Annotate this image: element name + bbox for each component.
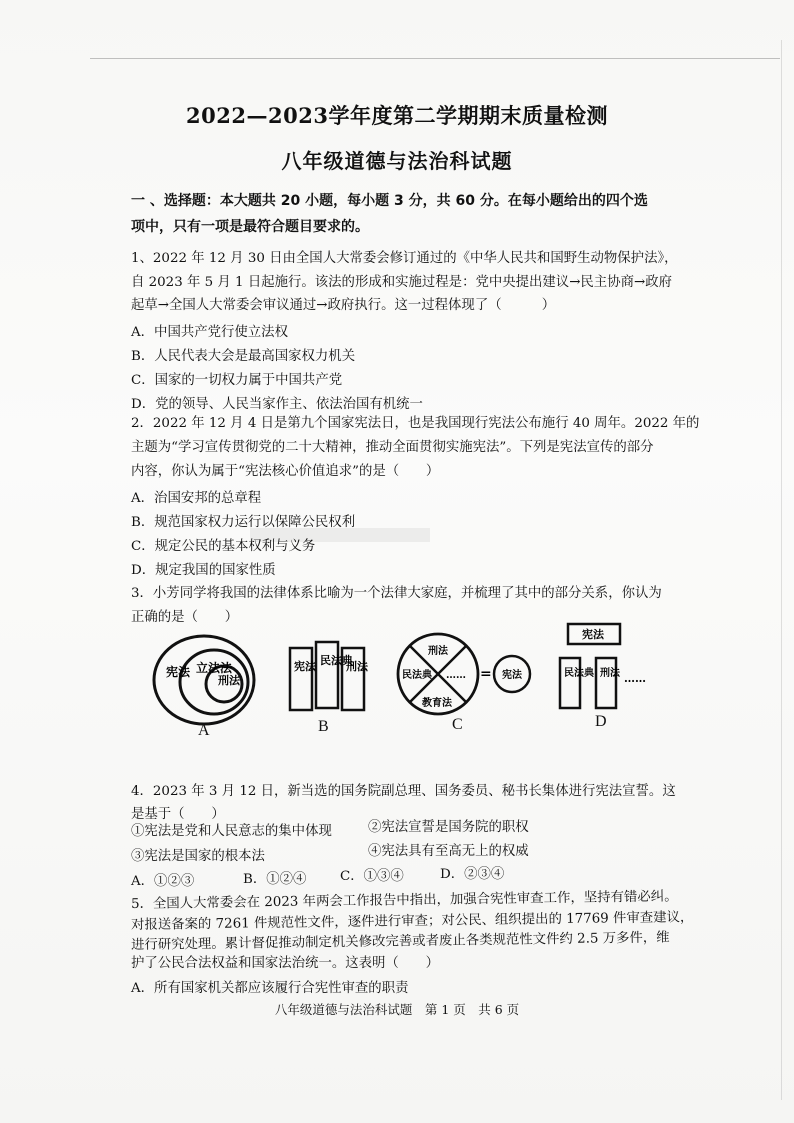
page-footer: 八年级道德与法治科试题 第 1 页 共 6 页 xyxy=(274,1002,520,1017)
diagram-c xyxy=(398,634,530,714)
q2-text-line2: 主题为“学习宣传贯彻党的二十大精神，推动全面贯彻实施宪法”。下列是宪法宣传的部分 xyxy=(131,440,654,455)
q4-item-3: ③宪法是国家的根本法 xyxy=(131,849,265,864)
q2-text-line3: 内容，你认为属于“宪法核心价值追求”的是（ ） xyxy=(131,464,440,479)
q3-text-line2: 正确的是（ ） xyxy=(131,610,239,625)
q4-item-4: ④宪法具有至高无上的权威 xyxy=(368,844,529,859)
q3-text-line1: 3．小芳同学将我国的法律体系比喻为一个法律大家庭，并梳理了其中的部分关系，你认为 xyxy=(131,586,662,601)
q4-choice-c: C．①③④ xyxy=(340,869,404,884)
q4-choice-b: B．①②④ xyxy=(243,872,307,887)
q1-option-b: B．人民代表大会是最高国家权力机关 xyxy=(131,349,356,364)
q2-option-c: C．规定公民的基本权利与义务 xyxy=(131,539,316,554)
exam-subtitle: 八年级道德与法治科试题 xyxy=(281,149,513,173)
q4-item-2: ②宪法宣誓是国务院的职权 xyxy=(368,820,529,835)
diagram-a-inner: 刑法 xyxy=(218,674,240,687)
q3-diagram xyxy=(140,620,700,745)
q1-option-c: C．国家的一切权力属于中国共产党 xyxy=(131,373,343,388)
diagram-d-box2: 刑法 xyxy=(600,668,620,679)
q4-text-line1: 4．2023 年 3 月 12 日，新当选的国务院副总理、国务委员、秘书长集体进行宪法宣誓。这 xyxy=(131,784,676,799)
q4-choice-d: D．②③④ xyxy=(440,867,505,882)
q2-text-line1: 2．2022 年 12 月 4 日是第九个国家宪法日，也是我国现行宪法公布施行 40 周年。2022 年的 xyxy=(131,416,700,431)
diagram-c-q1: 刑法 xyxy=(428,646,448,657)
diagram-b-box3: 刑法 xyxy=(346,660,368,673)
diagram-label-d: D xyxy=(595,713,607,730)
diagram-label-c: C xyxy=(452,716,463,733)
q2-option-b: B．规范国家权力运行以保障公民权利 xyxy=(131,515,356,530)
q5-option-a: A．所有国家机关都应该履行合宪性审查的职责 xyxy=(131,981,409,996)
q1-option-a: A．中国共产党行使立法权 xyxy=(131,325,288,340)
q1-text-line3: 起草→全国人大常委会审议通过→政府执行。这一过程体现了（ ） xyxy=(131,298,556,313)
q2-option-a: A．治国安邦的总章程 xyxy=(131,491,262,506)
q4-choice-a: A．①②③ xyxy=(131,874,195,889)
q5-text-line3: 进行研究处理。累计督促推动制定机关修改完善或者废止各类规范性文件约 2.5 万多件，维 xyxy=(130,930,670,953)
diagram-b xyxy=(290,642,369,710)
diagram-d xyxy=(560,624,646,708)
diagram-c-right: 宪法 xyxy=(502,670,522,681)
q1-text-line2: 自 2023 年 5 月 1 日起施行。该法的形成和实施过程是：党中央提出建议→民主协商→政府 xyxy=(131,275,672,290)
diagram-label-b: B xyxy=(318,718,329,735)
q2-option-d: D．规定我国的国家性质 xyxy=(131,563,276,578)
diagram-a-middle: 立法法 xyxy=(196,661,233,675)
q1-text-line1: 1、2022 年 12 月 30 日由全国人大常委会修订通过的《中华人民共和国野生动物保护法》， xyxy=(131,251,678,266)
scan-edge-line xyxy=(90,58,780,59)
diagram-a xyxy=(154,636,254,724)
scan-edge-line-right xyxy=(781,40,782,1100)
diagram-c-q4: 教育法 xyxy=(422,698,452,709)
q5-text-line2: 对报送备案的 7261 件规范性文件，逐件进行审查；对公民、组织提出的 17769 件审查建议， xyxy=(130,910,694,933)
diagram-b-box1: 宪法 xyxy=(294,660,316,673)
diagram-d-dots: …… xyxy=(624,672,646,685)
diagram-a-outer-char1: 宪法 xyxy=(166,665,191,679)
q5-text-line4: 护了公民合法权益和国家法治统一。这表明（ ） xyxy=(131,956,439,971)
q1-option-d: D．党的领导、人民当家作主、依法治国有机统一 xyxy=(131,397,423,412)
diagram-label-a: A xyxy=(198,722,210,739)
section-instruction-line1: 一 、选择题：本大题共 20 小题，每小题 3 分，共 60 分。在每小题给出的四个选 xyxy=(131,193,648,209)
q5-text-line1: 5．全国人大常委会在 2023 年两会工作报告中指出，加强合宪性审查工作，坚持有错必纠。 xyxy=(130,889,678,912)
q4-item-1: ①宪法是党和人民意志的集中体现 xyxy=(131,824,332,839)
diagram-b-box2: 民法典 xyxy=(320,654,353,667)
q4-text-line2: 是基于（ ） xyxy=(131,807,225,822)
diagram-d-top: 宪法 xyxy=(582,628,604,641)
diagram-c-equals: = xyxy=(480,666,492,682)
diagram-d-box1: 民法典 xyxy=(564,668,594,679)
section-instruction-line2: 项中，只有一项是最符合题目要求的。 xyxy=(131,219,369,235)
diagram-c-q2: 民法典 xyxy=(402,670,432,681)
exam-title: 2022—2023学年度第二学期期末质量检测 xyxy=(186,103,608,128)
diagram-c-q3: …… xyxy=(446,670,466,681)
